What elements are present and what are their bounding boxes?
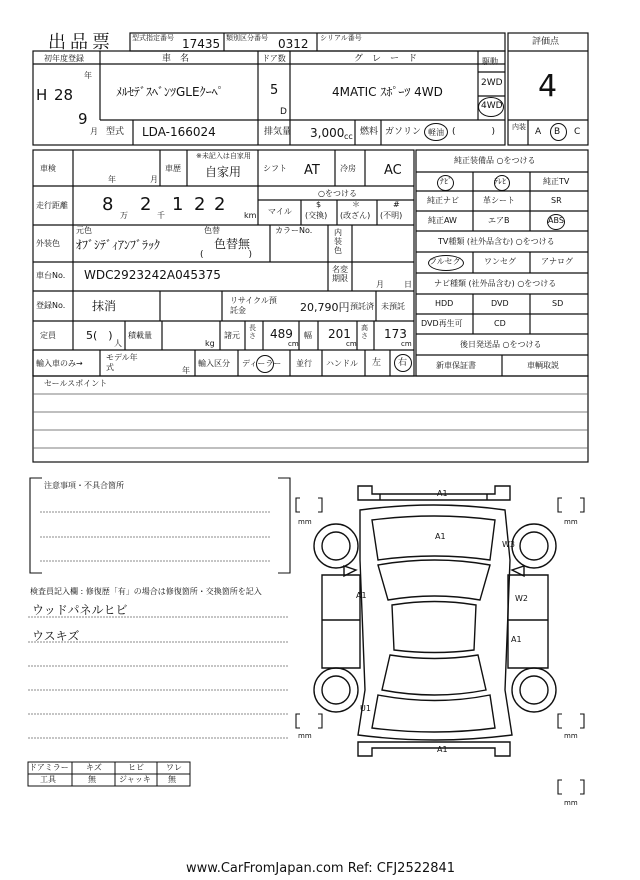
name-change-day: 日 xyxy=(404,280,412,289)
equip-genuine-aw: 純正AW xyxy=(428,216,457,225)
legend-tools: 工具 xyxy=(40,775,56,784)
navi-hdd: HDD xyxy=(435,299,454,308)
interior-grade-c: C xyxy=(574,127,581,137)
equip-tv: ﾃﾚﾋﾞ xyxy=(494,177,510,186)
width-unit: cm xyxy=(346,340,357,348)
rating-label: 評価点 xyxy=(532,37,560,47)
navi-title: ナビ種類 (社外品含む) ○をつける xyxy=(434,279,557,288)
mileage-km: km xyxy=(244,211,257,220)
year-unit: 年 xyxy=(84,71,92,80)
drive-4wd: 4WD xyxy=(481,101,503,111)
mileage-digit-4: 2 xyxy=(194,194,206,215)
class-number: 0312 xyxy=(278,37,309,51)
doors-value: 5 xyxy=(270,83,279,98)
width-value: 201 xyxy=(328,327,351,341)
chassis-value: WDC2923242A045375 xyxy=(84,268,221,282)
car-name-label: 車 名 xyxy=(162,54,190,64)
color-no-label: カラーNo. xyxy=(275,226,313,235)
color-change-paren: ( ) xyxy=(200,250,253,260)
legend-jack-value: 無 xyxy=(168,775,176,784)
reg-month: 9 xyxy=(78,110,88,128)
import-dealer: ディーラー xyxy=(242,359,282,368)
mileage-digit-2: 2 xyxy=(140,194,152,215)
mm-front-left: mm xyxy=(298,518,312,526)
model-year-label: モデル年式 xyxy=(106,353,138,372)
fuel-diesel: 軽油 xyxy=(428,128,444,137)
month-unit: 月 xyxy=(90,127,98,136)
handle-right-circle xyxy=(394,354,412,372)
displacement-label: 排気量 xyxy=(264,127,292,137)
name-change-month: 月 xyxy=(376,280,384,289)
designation-number: 17435 xyxy=(182,37,221,51)
docs-warranty: 新車保証書 xyxy=(436,361,476,370)
rating-score: 4 xyxy=(538,69,558,104)
drive-4wd-circle xyxy=(478,97,504,117)
tv-title: TV種類 (社外品含む) ○をつける xyxy=(438,237,555,246)
mileage-digit-3: 1 xyxy=(172,194,184,215)
handle-left: 左 xyxy=(372,358,382,368)
name-change-label: 名変期限 xyxy=(332,265,348,283)
color-label: 外装色 xyxy=(36,239,60,248)
equip-leather-seat: 革シート xyxy=(483,196,515,205)
mileage-digit-5: 2 xyxy=(214,194,226,215)
mileage-circle-note: ○をつける xyxy=(318,189,357,198)
tv-oneseg: ワンセグ xyxy=(484,257,516,266)
remark-1: ウッドパネルヒビ xyxy=(32,603,128,617)
usage-note: ※未記入は自家用 xyxy=(196,152,251,160)
capacity-unit: 人 xyxy=(114,339,122,348)
unit-altered-b: (改ざん) xyxy=(340,211,371,220)
docs-manual: 車輌取説 xyxy=(527,361,559,370)
watermark: www.CarFromJapan.com Ref: CFJ2522841 xyxy=(186,861,456,876)
mark-right-front: W3 xyxy=(502,540,515,549)
equip-airbag: エアB xyxy=(488,216,510,225)
color-change-value: 色替無 xyxy=(214,237,251,251)
tv-fullseg: フルセグ xyxy=(429,257,461,266)
mm-rear-right: mm xyxy=(564,732,578,740)
usage-value: 自家用 xyxy=(205,165,242,179)
capacity-label: 定員 xyxy=(40,331,56,340)
height-value: 173 xyxy=(384,327,407,341)
mark-rear-bumper: A1 xyxy=(437,745,448,754)
ac-value: AC xyxy=(384,163,402,178)
mileage-digit-1: 8 xyxy=(102,194,114,215)
shift-value: AT xyxy=(304,163,320,178)
remark-2: ウスキズ xyxy=(32,629,80,643)
drive-2wd: 2WD xyxy=(481,78,503,88)
import-type-label: 輸入区分 xyxy=(198,359,230,368)
mm-spare: mm xyxy=(564,799,578,807)
import-parallel: 並行 xyxy=(296,359,312,368)
inspector-note: 検査員記入欄 : 修復歴「有」の場合は修復箇所・交換箇所を記入 xyxy=(30,587,262,596)
handle-right: 右 xyxy=(398,358,408,368)
tv-fullseg-circle xyxy=(428,255,464,271)
recycle-label: リサイクル預託金 xyxy=(230,296,277,315)
recycle-value: 20,790円 xyxy=(300,301,350,314)
interior-grade-b: B xyxy=(554,127,561,137)
grade-label: グ レ ー ド xyxy=(354,54,418,64)
navi-dvd-play: DVD再生可 xyxy=(421,319,463,328)
height-label: 高さ xyxy=(361,324,368,340)
unit-exchange-b: (交換) xyxy=(305,211,328,220)
color-value: ｵﾌﾞｼﾃﾞｨｱﾝﾌﾞﾗｯｸ xyxy=(76,238,161,252)
displacement-value: 3,000 xyxy=(310,126,345,140)
designation-label: 型式指定番号 xyxy=(132,34,174,42)
doors-label: ドア数 xyxy=(262,54,286,63)
fuel-paren: ( ) xyxy=(452,127,496,137)
equip-abs-circle xyxy=(547,214,565,230)
model-year-unit: 年 xyxy=(182,366,190,375)
mm-rear-left: mm xyxy=(298,732,312,740)
color-orig-label: 元色 xyxy=(76,226,92,235)
color-change-label: 色替 xyxy=(204,226,220,235)
first-reg-label: 初年度登録 xyxy=(44,54,84,63)
navi-cd: CD xyxy=(494,319,506,328)
doors-suffix: D xyxy=(280,107,287,117)
ac-label: 冷房 xyxy=(340,164,356,173)
equip-sunroof: SR xyxy=(551,196,562,205)
equip-abs: ABS xyxy=(548,216,564,225)
mm-front-right: mm xyxy=(564,518,578,526)
shaken-month-unit: 月 xyxy=(150,175,158,184)
mileage-label: 走行距離 xyxy=(36,201,68,210)
equip-genuine-tv: 純正TV xyxy=(543,177,570,186)
unit-mile: マイル xyxy=(268,207,292,216)
equip-tv-circle xyxy=(494,175,510,191)
navi-dvd: DVD xyxy=(491,299,509,308)
reg-year: 28 xyxy=(54,86,74,104)
class-label: 類別区分番号 xyxy=(226,34,268,42)
mileage-sen: 千 xyxy=(157,211,165,220)
import-dealer-circle xyxy=(256,355,274,373)
interior-grade-a: A xyxy=(535,127,542,137)
recycle-unpaid: 未預託 xyxy=(381,302,405,311)
interior-b-circle xyxy=(550,123,567,141)
shaken-label: 車検 xyxy=(40,164,56,173)
fuel-gasoline: ガソリン xyxy=(385,127,422,137)
width-label: 幅 xyxy=(304,331,312,340)
serial-label: シリアル番号 xyxy=(320,34,362,42)
shaken-year-unit: 年 xyxy=(108,175,116,184)
equipment-title: 純正装備品 ○をつける xyxy=(454,156,536,165)
unit-exchange-a: $ xyxy=(316,200,322,209)
car-name: ﾒﾙｾﾃﾞｽﾍﾞﾝﾂGLEｸｰﾍﾟ xyxy=(116,85,224,99)
load-label: 積載量 xyxy=(128,331,152,340)
interior-color-label: 内装色 xyxy=(334,228,342,255)
mark-left-rear: U1 xyxy=(360,704,371,713)
handle-label: ハンドル xyxy=(326,359,358,368)
navi-sd: SD xyxy=(552,299,564,308)
chassis-label: 車台No. xyxy=(36,271,66,280)
equip-genuine-navi: 純正ナビ xyxy=(427,196,459,205)
reg-label: 登録No. xyxy=(36,301,66,310)
fuel-diesel-circle xyxy=(424,123,448,141)
reg-value: 抹消 xyxy=(92,299,117,313)
unit-unknown-b: (不明) xyxy=(380,211,403,220)
tv-analog: アナログ xyxy=(541,257,573,266)
unit-altered-a: ＊ xyxy=(352,200,360,209)
notes-title: 注意事項・不具合箇所 xyxy=(44,481,124,490)
length-value: 489 xyxy=(270,327,293,341)
mark-hood: A1 xyxy=(435,532,446,541)
unit-unknown-a: # xyxy=(393,200,400,209)
sales-point-label: セールスポイント xyxy=(44,379,108,388)
import-only-label: 輸入車のみ→ xyxy=(36,359,83,368)
recycle-status: 預託済 xyxy=(350,302,374,311)
mark-left-door: A1 xyxy=(356,591,367,600)
legend-jack: ジャッキ xyxy=(119,775,151,784)
length-label: 長さ xyxy=(249,324,256,340)
mileage-man: 万 xyxy=(120,211,128,220)
fuel-label: 燃料 xyxy=(360,127,379,137)
mark-right-rear: A1 xyxy=(511,635,522,644)
legend-scratch: キズ xyxy=(86,763,102,772)
grade-value: 4MATIC ｽﾎﾟｰﾂ 4WD xyxy=(332,85,443,99)
drive-label: 駆動 xyxy=(482,57,498,66)
mark-right-door: W2 xyxy=(515,594,528,603)
length-unit: cm xyxy=(288,340,299,348)
model-value: LDA-166024 xyxy=(142,125,216,139)
capacity-value: 5( ) xyxy=(86,329,113,342)
legend-door-mirror: ドアミラー xyxy=(29,763,69,772)
legend-crack: ヒビ xyxy=(128,763,144,772)
load-unit: kg xyxy=(205,339,215,348)
mark-front-bumper: A1 xyxy=(437,489,448,498)
docs-title: 後日発送品 ○をつける xyxy=(460,340,542,349)
height-unit: cm xyxy=(401,340,412,348)
equip-navi-circle xyxy=(437,175,454,191)
usage-label: 車歴 xyxy=(165,164,181,173)
shift-label: シフト xyxy=(263,164,287,173)
model-label: 型式 xyxy=(106,127,125,137)
form-title: 出品票 xyxy=(48,32,114,53)
era: H xyxy=(36,86,48,104)
equip-navi: ﾅﾋﾞ xyxy=(440,177,452,186)
legend-tools-value: 無 xyxy=(88,775,96,784)
dims-label: 諸元 xyxy=(224,331,240,340)
displacement-unit: cc xyxy=(344,132,353,141)
legend-break: ワレ xyxy=(166,763,182,772)
interior-label: 内装 xyxy=(512,123,526,131)
